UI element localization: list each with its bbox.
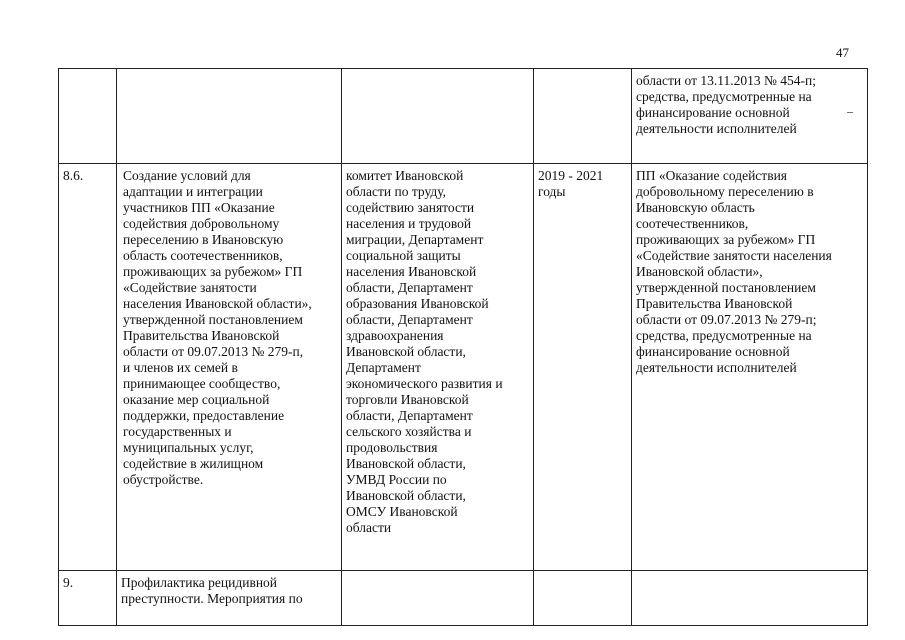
row-number: 8.6.	[63, 168, 84, 183]
cell-activity	[117, 69, 342, 164]
cell-period	[534, 69, 632, 164]
page-number: 47	[836, 45, 849, 60]
row-number: 9.	[63, 575, 74, 590]
cell-activity	[117, 164, 342, 571]
cell-period	[534, 571, 632, 626]
funding-text: области от 13.11.2013 № 454-п; средства, предусмотренные на финансирование основной деятельности исполнителей	[636, 73, 816, 136]
cell-period	[534, 164, 632, 571]
cell-executor	[342, 571, 534, 626]
cell-executor	[342, 69, 534, 164]
table-row	[59, 571, 868, 626]
activity-text: Профилактика рецидивной преступности. Мероприятия по	[121, 575, 303, 606]
activity-text: Создание условий для адаптации и интеграции участников ПП «Оказание содействия добровольному переселению в Ивановскую область соотечественников, проживающих за рубежом» ГП «Содействие занятости населения Ивановской области», утвержденной постановлением Правительства Ивановской области от 09.07.2013 № 279-п, и членов их семей в принимающее сообщество, оказание мер социальной поддержки, предоставление государственных и муниципальных услуг, содействие в жилищном обустройстве.	[123, 168, 312, 487]
cell-number	[59, 571, 117, 626]
cell-number	[59, 69, 117, 164]
table-row	[59, 69, 868, 164]
table-row	[59, 164, 868, 571]
executor-text: комитет Ивановской области по труду, содействию занятости населения и трудовой миграции, Департамент социальной защиты населения Ивановской области, Департамент образования Ивановской области, Департамент здравоохранения Ивановской области, Департамент экономического развития и торговли Ивановской области, Департамент сельского хозяйства и продовольствия Ивановской области, УМВД России по Ивановской области, ОМСУ Ивановской области	[346, 168, 503, 535]
cell-funding	[632, 571, 868, 626]
cell-activity	[117, 571, 342, 626]
cell-funding	[632, 164, 868, 571]
cell-number	[59, 164, 117, 571]
cell-funding	[632, 69, 868, 164]
period-text: 2019 - 2021 годы	[538, 168, 604, 199]
measures-table	[58, 68, 868, 626]
cell-executor	[342, 164, 534, 571]
funding-text: ПП «Оказание содействия добровольному переселению в Ивановскую область соотечественников, проживающих за рубежом» ГП «Содействие занятости населения Ивановской области», утвержденной постановлением Правительства Ивановской области от 09.07.2013 № 279-п; средства, предусмотренные на финансирование основной деятельности исполнителей	[636, 168, 832, 375]
